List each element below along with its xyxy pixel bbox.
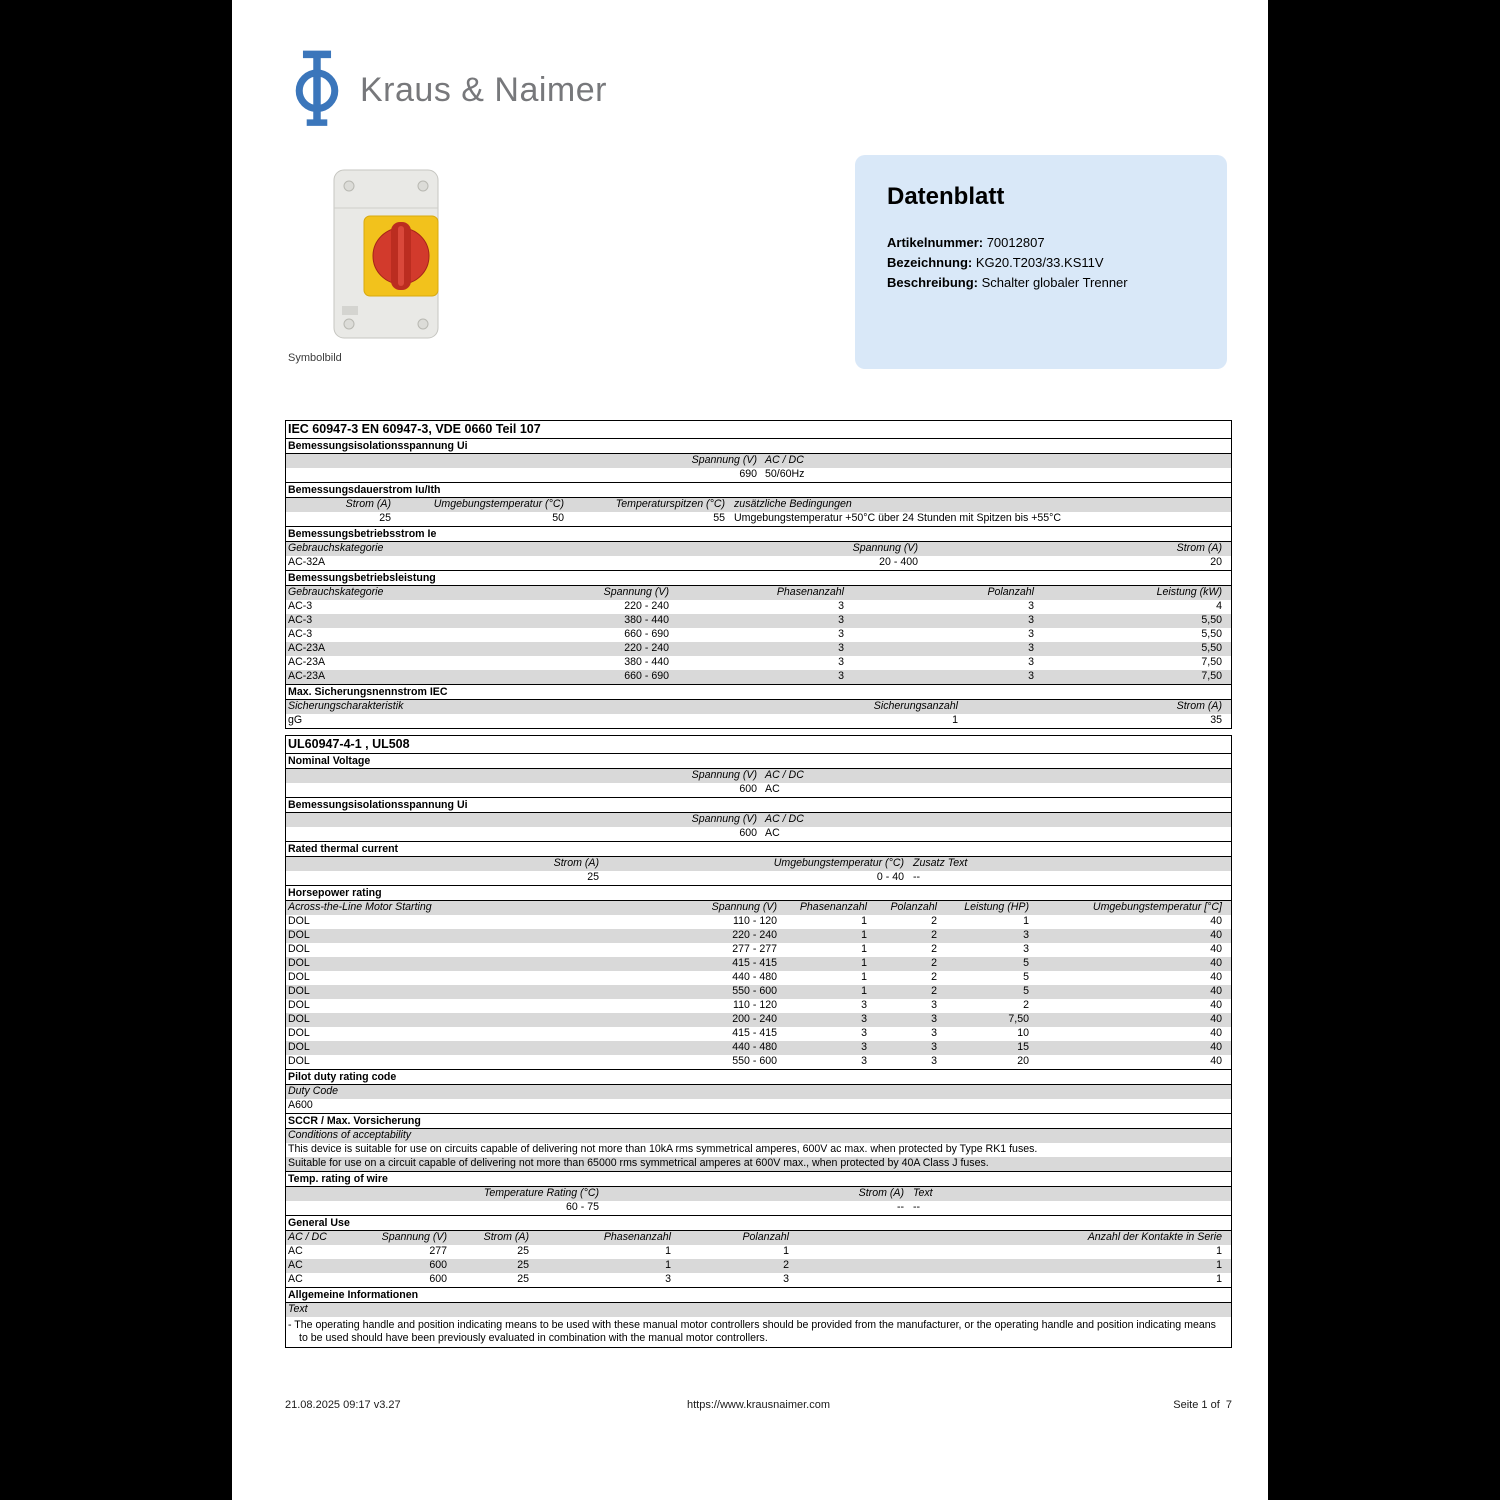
- column-header-row: [286, 1085, 1231, 1099]
- table-cell: Strom (A): [858, 1187, 904, 1199]
- table-cell: 40: [1210, 1027, 1222, 1039]
- table-cell: Umgebungstemperatur [°C]: [1092, 901, 1222, 913]
- table-cell: --: [913, 1201, 921, 1213]
- table-row: [286, 985, 1231, 999]
- table-cell: 5: [1023, 985, 1029, 997]
- table-cell: 55: [713, 512, 725, 524]
- table-cell: Allgemeine Informationen: [288, 1289, 419, 1301]
- table-cell: 40: [1210, 1055, 1222, 1067]
- table-cell: 200 - 240: [732, 1013, 777, 1025]
- table-cell: 3: [1028, 600, 1034, 612]
- table-cell: Strom (A): [345, 498, 391, 510]
- datasheet-info-panel: [855, 155, 1227, 369]
- table-cell: 3: [931, 1013, 937, 1025]
- table-cell: AC-3: [288, 614, 313, 626]
- table-cell: Polanzahl: [742, 1231, 789, 1243]
- table-cell: Phasenanzahl: [776, 586, 844, 598]
- table-cell: 3: [1028, 642, 1034, 654]
- page-title: Datenblatt: [887, 183, 1005, 210]
- table-cell: 25: [587, 871, 599, 883]
- table-cell: DOL: [288, 929, 310, 941]
- table-cell: Spannung (V): [691, 769, 757, 781]
- column-header-row: [286, 1231, 1231, 1245]
- section-header-row: [286, 1113, 1231, 1129]
- table-cell: 3: [1023, 943, 1029, 955]
- article-number-value: 70012807: [986, 235, 1045, 250]
- table-cell: 3: [861, 1013, 867, 1025]
- table-cell: 40: [1210, 971, 1222, 983]
- table-cell: 0 - 40: [876, 871, 904, 883]
- table-row: [286, 614, 1231, 628]
- table-cell: 220 - 240: [624, 600, 669, 612]
- table-row: [286, 1013, 1231, 1027]
- table-cell: Bemessungsisolationsspannung Ui: [288, 799, 468, 811]
- table-cell: UL60947-4-1 , UL508: [288, 737, 410, 751]
- table-cell: 3: [783, 1273, 789, 1285]
- datasheet-page: [232, 0, 1268, 1500]
- table-cell: 25: [517, 1245, 529, 1257]
- table-cell: 40: [1210, 985, 1222, 997]
- table-cell: Bemessungsbetriebsstrom Ie: [288, 528, 437, 540]
- section-header-row: [286, 1287, 1231, 1303]
- table-cell: 1: [1216, 1259, 1222, 1271]
- table-cell: Bemessungsisolationsspannung Ui: [288, 440, 468, 452]
- column-header-row: [286, 901, 1231, 915]
- table-cell: Conditions of acceptability: [288, 1129, 412, 1141]
- table-cell: Phasenanzahl: [799, 901, 867, 913]
- table-cell: Spannung (V): [711, 901, 777, 913]
- table-row: [286, 871, 1231, 885]
- table-cell: Nominal Voltage: [288, 755, 371, 767]
- table-cell: 3: [861, 1041, 867, 1053]
- table-row: [286, 556, 1231, 570]
- table-cell: IEC 60947-3 EN 60947-3, VDE 0660 Teil 107: [288, 422, 541, 436]
- table-cell: 3: [861, 999, 867, 1011]
- table-cell: 3: [931, 1041, 937, 1053]
- column-header-row: [286, 769, 1231, 783]
- table-cell: 3: [1028, 628, 1034, 640]
- table-cell: 40: [1210, 1013, 1222, 1025]
- section-header-row: [286, 439, 1231, 454]
- table-cell: 7,50: [1201, 670, 1222, 682]
- table-cell: 3: [838, 614, 844, 626]
- table-cell: 3: [931, 999, 937, 1011]
- table-row: [286, 1055, 1231, 1069]
- column-header-row: [286, 813, 1231, 827]
- table-cell: 110 - 120: [733, 915, 777, 927]
- table-cell: --: [913, 871, 921, 883]
- footer-page-number: Seite 1 of 7: [1173, 1399, 1232, 1411]
- table-cell: 220 - 240: [624, 642, 669, 654]
- table-cell: DOL: [288, 915, 310, 927]
- table-cell: 3: [838, 670, 844, 682]
- table-cell: AC-3: [288, 628, 313, 640]
- table-cell: 415 - 415: [732, 957, 777, 969]
- designation-value: KG20.T203/33.KS11V: [975, 255, 1104, 270]
- table-cell: 277: [429, 1245, 447, 1257]
- table-row: [286, 1273, 1231, 1287]
- table-cell: 2: [931, 929, 937, 941]
- table-row: [286, 1143, 1231, 1157]
- designation-label: Bezeichnung:: [887, 255, 973, 270]
- table-cell: Temp. rating of wire: [288, 1173, 388, 1185]
- table-cell: Gebrauchskategorie: [288, 586, 384, 598]
- table-row: [286, 1259, 1231, 1273]
- table-cell: 25: [517, 1273, 529, 1285]
- table-cell: 380 - 440: [624, 614, 669, 626]
- section-header-row: [286, 1069, 1231, 1085]
- table-cell: DOL: [288, 985, 310, 997]
- table-cell: 3: [861, 1055, 867, 1067]
- table-cell: Text: [913, 1187, 933, 1199]
- article-number-label: Artikelnummer:: [887, 235, 984, 250]
- table-cell: AC-3: [288, 600, 313, 612]
- table-cell: --: [896, 1201, 904, 1213]
- table-cell: 20: [1017, 1055, 1029, 1067]
- table-cell: Bemessungsdauerstrom Iu/Ith: [288, 484, 441, 496]
- table-row: [286, 642, 1231, 656]
- table-cell: Horsepower rating: [288, 887, 382, 899]
- table-cell: DOL: [288, 1041, 310, 1053]
- table-cell: Umgebungstemperatur (°C): [773, 857, 904, 869]
- table-cell: 3: [931, 1055, 937, 1067]
- column-header-row: [286, 586, 1231, 600]
- table-row: [286, 1099, 1231, 1113]
- product-image-caption: Symbolbild: [288, 352, 342, 364]
- designation-field: [887, 253, 1195, 273]
- table-cell: AC-23A: [288, 656, 326, 668]
- article-number-field: [887, 233, 1195, 253]
- table-row: [286, 957, 1231, 971]
- table-cell: 7,50: [1008, 1013, 1029, 1025]
- table-cell: 3: [1028, 614, 1034, 626]
- table-cell: DOL: [288, 999, 310, 1011]
- section-header-row: [286, 797, 1231, 813]
- table-cell: 110 - 120: [733, 999, 777, 1011]
- table-cell: 415 - 415: [732, 1027, 777, 1039]
- table-cell: Max. Sicherungsnennstrom IEC: [288, 686, 448, 698]
- table-cell: 1: [861, 915, 867, 927]
- table-cell: 3: [931, 1027, 937, 1039]
- table-cell: Spannung (V): [381, 1231, 447, 1243]
- ul-standards-table: [285, 735, 1232, 1348]
- table-cell: General Use: [288, 1217, 350, 1229]
- table-cell: 5,50: [1201, 628, 1222, 640]
- table-cell: DOL: [288, 1027, 310, 1039]
- table-cell: AC: [288, 1259, 303, 1271]
- footer-url-link[interactable]: https://www.krausnaimer.com: [686, 1399, 831, 1411]
- table-cell: Phasenanzahl: [603, 1231, 671, 1243]
- table-cell: 50: [552, 512, 564, 524]
- table-cell: - The operating handle and position indicating means to be used with these manual motor controllers should be provided from the manufacturer, or the operating handle and position indicating means to be used should have been previously evaluated in combination with the manual motor controllers.: [288, 1319, 1216, 1344]
- section-header-row: [286, 1171, 1231, 1187]
- table-cell: Temperature Rating (°C): [483, 1187, 599, 1199]
- table-cell: 3: [861, 1027, 867, 1039]
- table-cell: AC-23A: [288, 642, 326, 654]
- table-cell: 3: [838, 656, 844, 668]
- table-cell: Umgebungstemperatur +50°C über 24 Stunden mit Spitzen bis +55°C: [734, 512, 1062, 524]
- table-cell: AC: [765, 827, 780, 839]
- table-cell: Bemessungsbetriebsleistung: [288, 572, 436, 584]
- table-cell: gG: [288, 714, 303, 726]
- table-cell: AC / DC: [765, 813, 804, 825]
- table-cell: AC-32A: [288, 556, 326, 568]
- table-cell: AC: [288, 1245, 303, 1257]
- table-cell: 600: [429, 1259, 447, 1271]
- table-cell: 3: [838, 642, 844, 654]
- table-cell: 7,50: [1201, 656, 1222, 668]
- table-row: [286, 783, 1231, 797]
- table-row: [286, 929, 1231, 943]
- section-header-row: [286, 684, 1231, 700]
- table-row: [286, 1245, 1231, 1259]
- table-cell: Rated thermal current: [288, 843, 399, 855]
- iec-standards-table: [285, 420, 1232, 729]
- table-cell: Polanzahl: [987, 586, 1034, 598]
- table-cell: 40: [1210, 943, 1222, 955]
- table-row: [286, 1027, 1231, 1041]
- column-header-row: [286, 454, 1231, 468]
- switch-product-illustration: [318, 164, 458, 346]
- table-cell: Sicherungsanzahl: [873, 700, 958, 712]
- table-cell: 2: [931, 957, 937, 969]
- table-cell: 660 - 690: [624, 670, 669, 682]
- table-row: [286, 943, 1231, 957]
- table-cell: 40: [1210, 999, 1222, 1011]
- table-cell: Leistung (kW): [1156, 586, 1222, 598]
- table-row: [286, 656, 1231, 670]
- table-cell: 440 - 480: [732, 1041, 777, 1053]
- table-title-row: [286, 736, 1231, 754]
- table-cell: 40: [1210, 1041, 1222, 1053]
- table-cell: Zusatz Text: [913, 857, 968, 869]
- table-cell: 3: [838, 628, 844, 640]
- table-cell: DOL: [288, 1055, 310, 1067]
- table-cell: Umgebungstemperatur (°C): [433, 498, 564, 510]
- table-cell: 10: [1017, 1027, 1029, 1039]
- table-row: [286, 915, 1231, 929]
- section-header-row: [286, 570, 1231, 586]
- table-cell: 20 - 400: [879, 556, 918, 568]
- table-cell: 600: [739, 827, 757, 839]
- table-cell: Anzahl der Kontakte in Serie: [1087, 1231, 1222, 1243]
- table-cell: 440 - 480: [732, 971, 777, 983]
- table-cell: AC / DC: [765, 769, 804, 781]
- table-cell: 3: [1028, 670, 1034, 682]
- table-cell: 2: [931, 915, 937, 927]
- column-header-row: [286, 700, 1231, 714]
- column-header-row: [286, 542, 1231, 556]
- table-cell: 1: [783, 1245, 789, 1257]
- table-cell: zusätzliche Bedingungen: [734, 498, 852, 510]
- table-cell: 600: [429, 1273, 447, 1285]
- table-cell: 2: [931, 985, 937, 997]
- table-cell: 5,50: [1201, 614, 1222, 626]
- product-image: [318, 164, 458, 346]
- table-cell: 277 - 277: [732, 943, 777, 955]
- table-cell: 40: [1210, 915, 1222, 927]
- table-cell: 3: [1028, 656, 1034, 668]
- table-cell: 1: [861, 929, 867, 941]
- table-cell: 50/60Hz: [765, 468, 805, 480]
- table-cell: Suitable for use on a circuit capable of delivering not more than 65000 rms symmetrical amperes at 600V max., when protected by 40A Class J fuses.: [288, 1157, 989, 1169]
- table-cell: Leistung (HP): [964, 901, 1029, 913]
- description-field: [887, 273, 1195, 293]
- table-row: [286, 1317, 1231, 1347]
- table-cell: AC: [765, 783, 780, 795]
- table-cell: Spannung (V): [691, 813, 757, 825]
- table-cell: 40: [1210, 957, 1222, 969]
- table-row: [286, 971, 1231, 985]
- section-header-row: [286, 526, 1231, 542]
- table-cell: 25: [379, 512, 391, 524]
- table-row: [286, 670, 1231, 684]
- table-row: [286, 1201, 1231, 1215]
- table-cell: DOL: [288, 1013, 310, 1025]
- table-cell: 1: [665, 1245, 671, 1257]
- column-header-row: [286, 498, 1231, 512]
- table-cell: 3: [838, 600, 844, 612]
- table-cell: AC-23A: [288, 670, 326, 682]
- column-header-row: [286, 1303, 1231, 1317]
- table-row: [286, 1157, 1231, 1171]
- table-row: [286, 468, 1231, 482]
- table-cell: 5,50: [1201, 642, 1222, 654]
- table-cell: 3: [665, 1273, 671, 1285]
- table-cell: Pilot duty rating code: [288, 1071, 397, 1083]
- table-row: [286, 628, 1231, 642]
- table-cell: Strom (A): [1176, 700, 1222, 712]
- table-cell: 690: [739, 468, 757, 480]
- section-header-row: [286, 754, 1231, 769]
- table-cell: 4: [1216, 600, 1222, 612]
- table-cell: 1: [1216, 1273, 1222, 1285]
- table-cell: 60 - 75: [566, 1201, 599, 1213]
- table-cell: 660 - 690: [624, 628, 669, 640]
- table-row: [286, 714, 1231, 728]
- table-cell: 550 - 600: [732, 1055, 777, 1067]
- table-cell: 220 - 240: [732, 929, 777, 941]
- table-cell: 2: [1023, 999, 1029, 1011]
- table-cell: 1: [1023, 915, 1029, 927]
- table-cell: Text: [288, 1303, 308, 1315]
- column-header-row: [286, 1187, 1231, 1201]
- table-cell: AC / DC: [288, 1231, 327, 1243]
- table-cell: A600: [288, 1099, 313, 1111]
- table-cell: 1: [952, 714, 958, 726]
- footer-timestamp: 21.08.2025 09:17 v3.27: [285, 1399, 401, 1411]
- table-cell: Gebrauchskategorie: [288, 542, 384, 554]
- description-value: Schalter globaler Trenner: [981, 275, 1128, 290]
- table-cell: 600: [739, 783, 757, 795]
- table-row: [286, 512, 1231, 526]
- table-cell: Strom (A): [553, 857, 599, 869]
- section-header-row: [286, 841, 1231, 857]
- table-cell: 5: [1023, 957, 1029, 969]
- column-header-row: [286, 857, 1231, 871]
- table-cell: 1: [861, 943, 867, 955]
- table-cell: AC: [288, 1273, 303, 1285]
- table-cell: Temperaturspitzen (°C): [615, 498, 725, 510]
- table-cell: Strom (A): [483, 1231, 529, 1243]
- section-header-row: [286, 482, 1231, 498]
- table-row: [286, 600, 1231, 614]
- table-cell: 5: [1023, 971, 1029, 983]
- table-cell: 2: [931, 971, 937, 983]
- table-row: [286, 1041, 1231, 1055]
- table-cell: Sicherungscharakteristik: [288, 700, 404, 712]
- table-cell: Across-the-Line Motor Starting: [288, 901, 432, 913]
- table-cell: 550 - 600: [732, 985, 777, 997]
- table-cell: 1: [861, 971, 867, 983]
- table-cell: 1: [861, 985, 867, 997]
- table-cell: This device is suitable for use on circuits capable of delivering not more than 10kA rms symmetrical amperes, 600V ac max. when protected by Type RK1 fuses.: [288, 1143, 1038, 1155]
- table-cell: AC / DC: [765, 454, 804, 466]
- table-row: [286, 999, 1231, 1013]
- spec-tables: [285, 420, 1232, 1348]
- table-cell: DOL: [288, 971, 310, 983]
- table-cell: DOL: [288, 957, 310, 969]
- table-cell: 25: [517, 1259, 529, 1271]
- table-cell: 2: [783, 1259, 789, 1271]
- table-cell: 20: [1210, 556, 1222, 568]
- table-cell: SCCR / Max. Vorsicherung: [288, 1115, 421, 1127]
- brand-name: Kraus & Naimer: [360, 71, 607, 109]
- table-cell: 1: [1216, 1245, 1222, 1257]
- brand-header: [288, 48, 607, 133]
- table-cell: 40: [1210, 929, 1222, 941]
- table-cell: Spannung (V): [852, 542, 918, 554]
- table-cell: 3: [1023, 929, 1029, 941]
- table-cell: Duty Code: [288, 1085, 339, 1097]
- table-row: [286, 827, 1231, 841]
- table-cell: 1: [665, 1259, 671, 1271]
- column-header-row: [286, 1129, 1231, 1143]
- table-cell: Polanzahl: [890, 901, 937, 913]
- table-cell: 15: [1017, 1041, 1029, 1053]
- kraus-naimer-phi-logo-icon: [288, 48, 346, 133]
- table-cell: 380 - 440: [624, 656, 669, 668]
- table-cell: 35: [1210, 714, 1222, 726]
- table-cell: DOL: [288, 943, 310, 955]
- table-cell: Spannung (V): [691, 454, 757, 466]
- section-header-row: [286, 885, 1231, 901]
- description-label: Beschreibung:: [887, 275, 979, 290]
- table-cell: Strom (A): [1176, 542, 1222, 554]
- table-cell: 2: [931, 943, 937, 955]
- table-cell: 1: [861, 957, 867, 969]
- section-header-row: [286, 1215, 1231, 1231]
- page-footer: [285, 1399, 1232, 1415]
- table-title-row: [286, 421, 1231, 439]
- table-cell: Spannung (V): [603, 586, 669, 598]
